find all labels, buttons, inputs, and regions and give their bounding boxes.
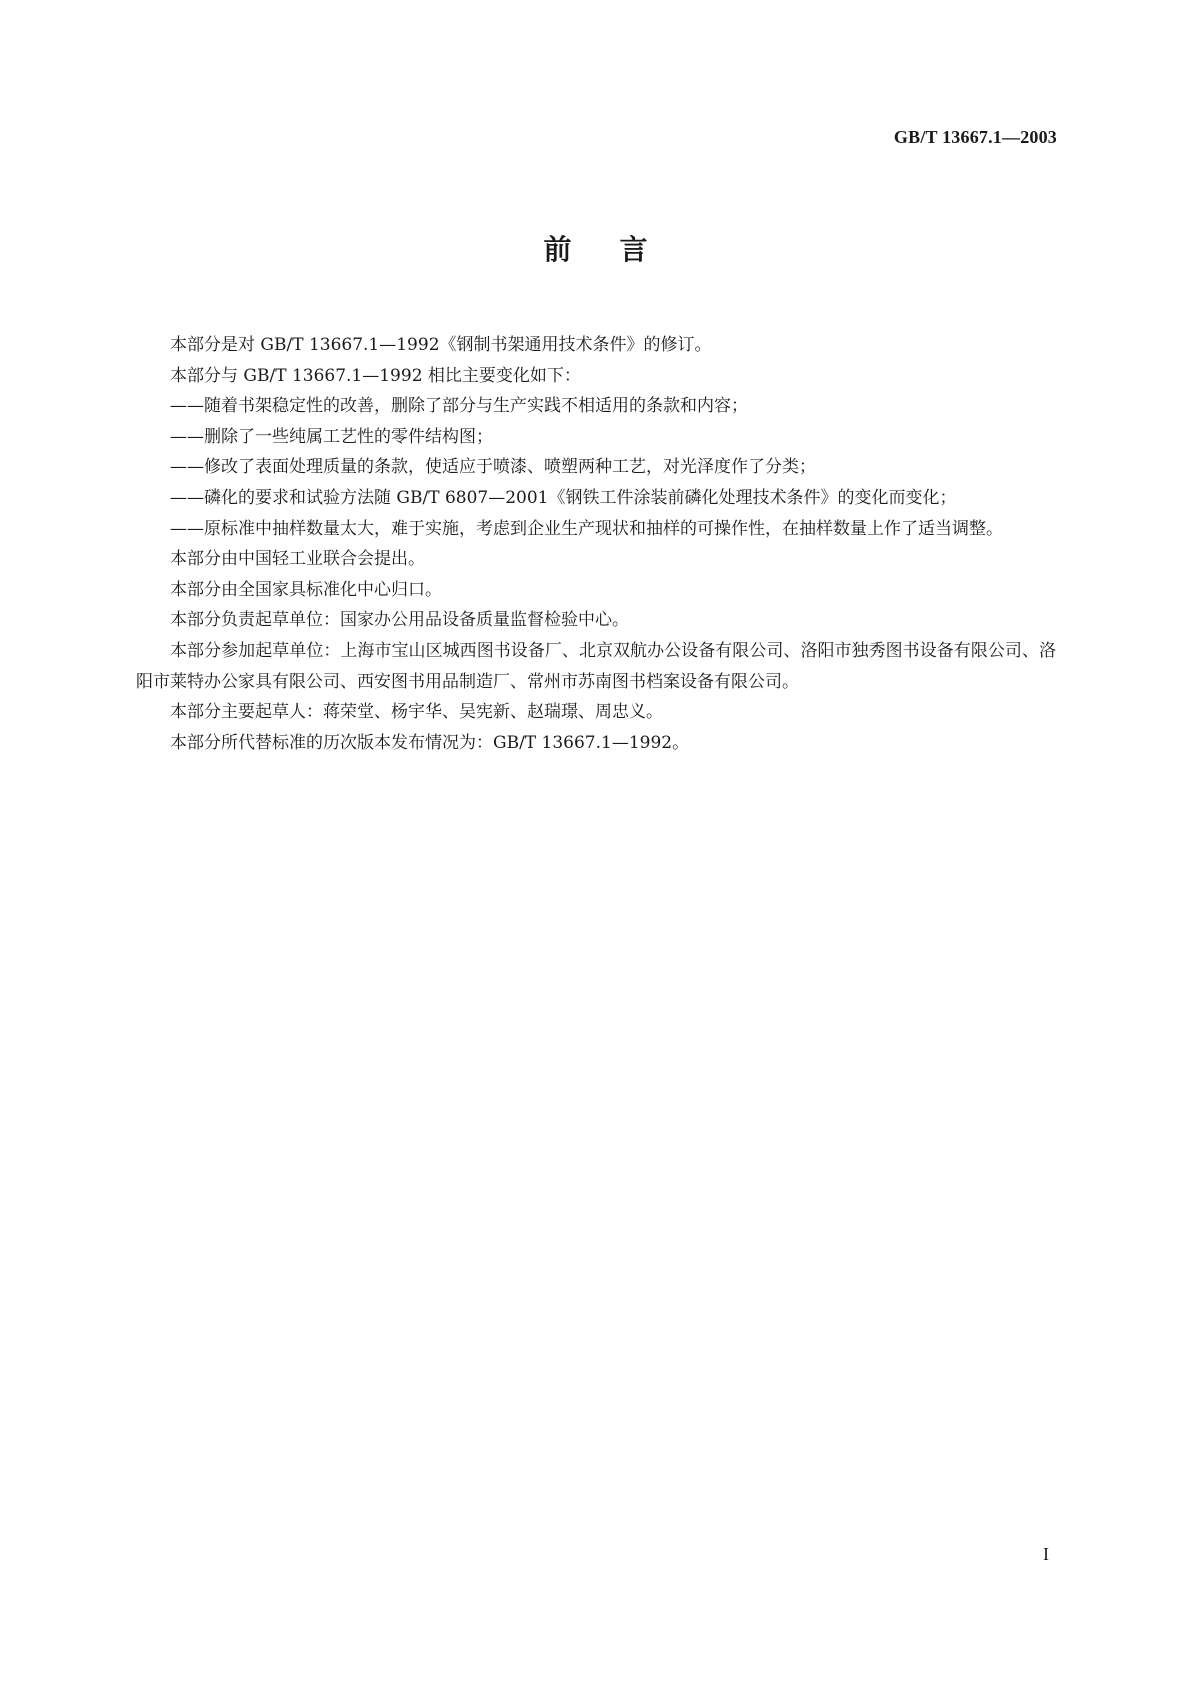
paragraph-main-drafters: 本部分主要起草人：蒋荣堂、杨宇华、吴宪新、赵瑞璟、周忠义。 bbox=[170, 702, 663, 723]
paragraph-lead-drafter: 本部分负责起草单位：国家办公用品设备质量监督检验中心。 bbox=[170, 610, 629, 631]
paragraph-revision: 本部分是对 GB/T 13667.1—1992《钢制书架通用技术条件》的修订。 bbox=[170, 335, 712, 355]
change-item: ——随着书架稳定性的改善，删除了部分与生产实践不相适用的条款和内容； bbox=[170, 396, 748, 417]
page-number: I bbox=[1043, 1544, 1049, 1564]
standard-code: GB/T 13667.1—2003 bbox=[893, 127, 1057, 147]
paragraph-proposer: 本部分由中国轻工业联合会提出。 bbox=[170, 549, 425, 570]
change-item: ——删除了一些纯属工艺性的零件结构图； bbox=[170, 426, 493, 447]
change-item: ——原标准中抽样数量太大，难于实施，考虑到企业生产现状和抽样的可操作性，在抽样数量上作了适当调整。 bbox=[170, 518, 1003, 539]
change-item: ——磷化的要求和试验方法随 GB/T 6807—2001《钢铁工件涂装前磷化处理技术条件》的变化而变化； bbox=[170, 487, 957, 508]
paragraph-previous-editions: 本部分所代替标准的历次版本发布情况为：GB/T 13667.1—1992。 bbox=[170, 732, 690, 753]
paragraph-participating-drafters: 本部分参加起草单位：上海市宝山区城西图书设备厂、北京双航办公设备有限公司、洛阳市独秀图书设备有限公司、洛阳市莱特办公家具有限公司、西安图书用品制造厂、常州市苏南图书档案设备有限公司。 bbox=[136, 640, 1056, 692]
change-item: ——修改了表面处理质量的条款，使适应于喷漆、喷塑两种工艺，对光泽度作了分类； bbox=[170, 457, 816, 478]
preface-body bbox=[136, 330, 1056, 758]
paragraph-administrator: 本部分由全国家具标准化中心归口。 bbox=[170, 579, 442, 600]
page-title: 前言 bbox=[543, 233, 696, 266]
paragraph-changes-intro: 本部分与 GB/T 13667.1—1992 相比主要变化如下： bbox=[170, 365, 581, 386]
